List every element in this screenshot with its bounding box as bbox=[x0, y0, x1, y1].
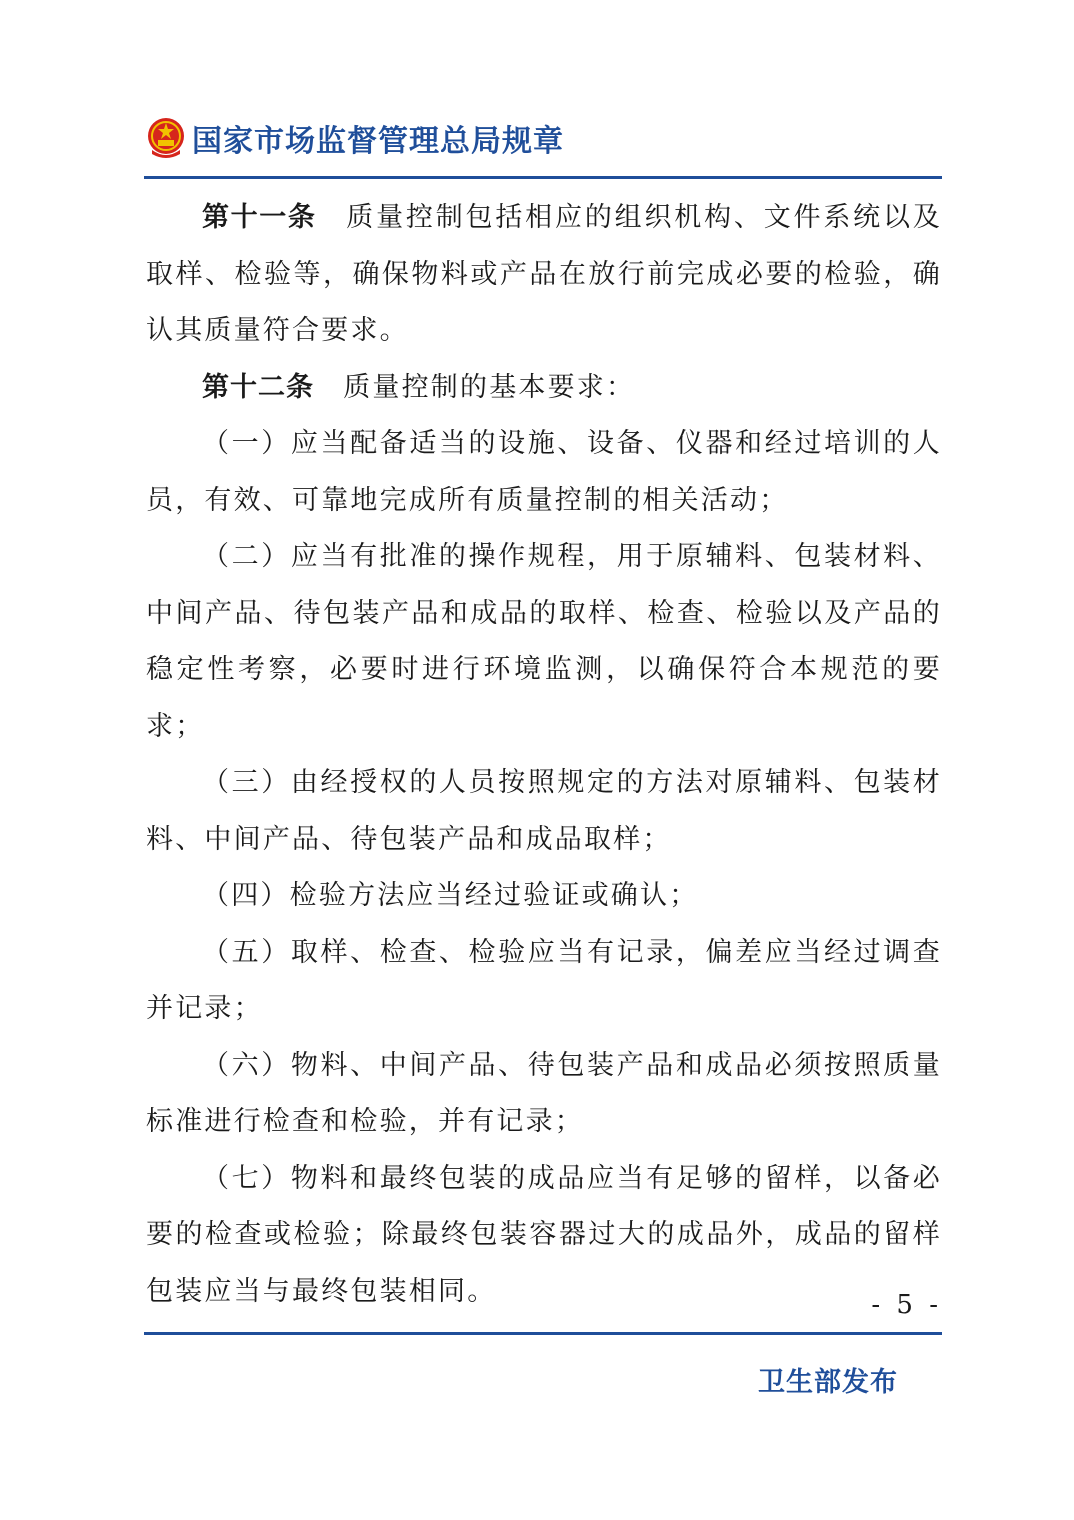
list-item-5 bbox=[146, 925, 942, 1038]
paragraph-text: 质量控制包括相应的组织机构、文件系统以及取样、检验等，确保物料或产品在放行前完成必要的检验，确认其质量符合要求。 bbox=[146, 202, 942, 346]
footer-divider bbox=[144, 1332, 942, 1335]
list-item-2 bbox=[146, 529, 942, 755]
header-divider bbox=[144, 176, 942, 179]
paragraph-text: （六）物料、中间产品、待包装产品和成品必须按照质量标准进行检查和检验，并有记录； bbox=[146, 1049, 942, 1137]
article-heading: 第十二条 bbox=[202, 371, 314, 403]
footer-publisher: 卫生部发布 bbox=[758, 1367, 898, 1398]
paragraph-text: （二）应当有批准的操作规程，用于原辅料、包装材料、中间产品、待包装产品和成品的取样、检查、检验以及产品的稳定性考察，必要时进行环境监测，以确保符合本规范的要求； bbox=[146, 541, 942, 742]
national-emblem-icon bbox=[146, 116, 186, 160]
list-item-4 bbox=[146, 868, 942, 925]
article-11 bbox=[146, 190, 942, 360]
list-item-1 bbox=[146, 416, 942, 529]
page-number: - 5 - bbox=[871, 1290, 942, 1320]
paragraph-text: （七）物料和最终包装的成品应当有足够的留样，以备必要的检查或检验；除最终包装容器过大的成品外，成品的留样包装应当与最终包装相同。 bbox=[146, 1162, 942, 1307]
page-header bbox=[146, 114, 564, 162]
article-12 bbox=[146, 360, 942, 417]
article-heading: 第十一条 bbox=[202, 202, 317, 233]
paragraph-text: （四）检验方法应当经过验证或确认； bbox=[202, 880, 699, 911]
paragraph-text: （一）应当配备适当的设施、设备、仪器和经过培训的人员，有效、可靠地完成所有质量控制的相关活动； bbox=[146, 428, 942, 516]
list-item-6 bbox=[146, 1038, 942, 1151]
paragraph-text: （三）由经授权的人员按照规定的方法对原辅料、包装材料、中间产品、待包装产品和成品取样； bbox=[146, 767, 942, 855]
header-title: 国家市场监督管理总局规章 bbox=[192, 124, 564, 159]
list-item-7 bbox=[146, 1151, 942, 1321]
list-item-3 bbox=[146, 755, 942, 868]
document-body bbox=[146, 190, 942, 1320]
paragraph-text: （五）取样、检查、检验应当有记录，偏差应当经过调查并记录； bbox=[146, 936, 942, 1024]
paragraph-text: 质量控制的基本要求： bbox=[314, 371, 636, 403]
